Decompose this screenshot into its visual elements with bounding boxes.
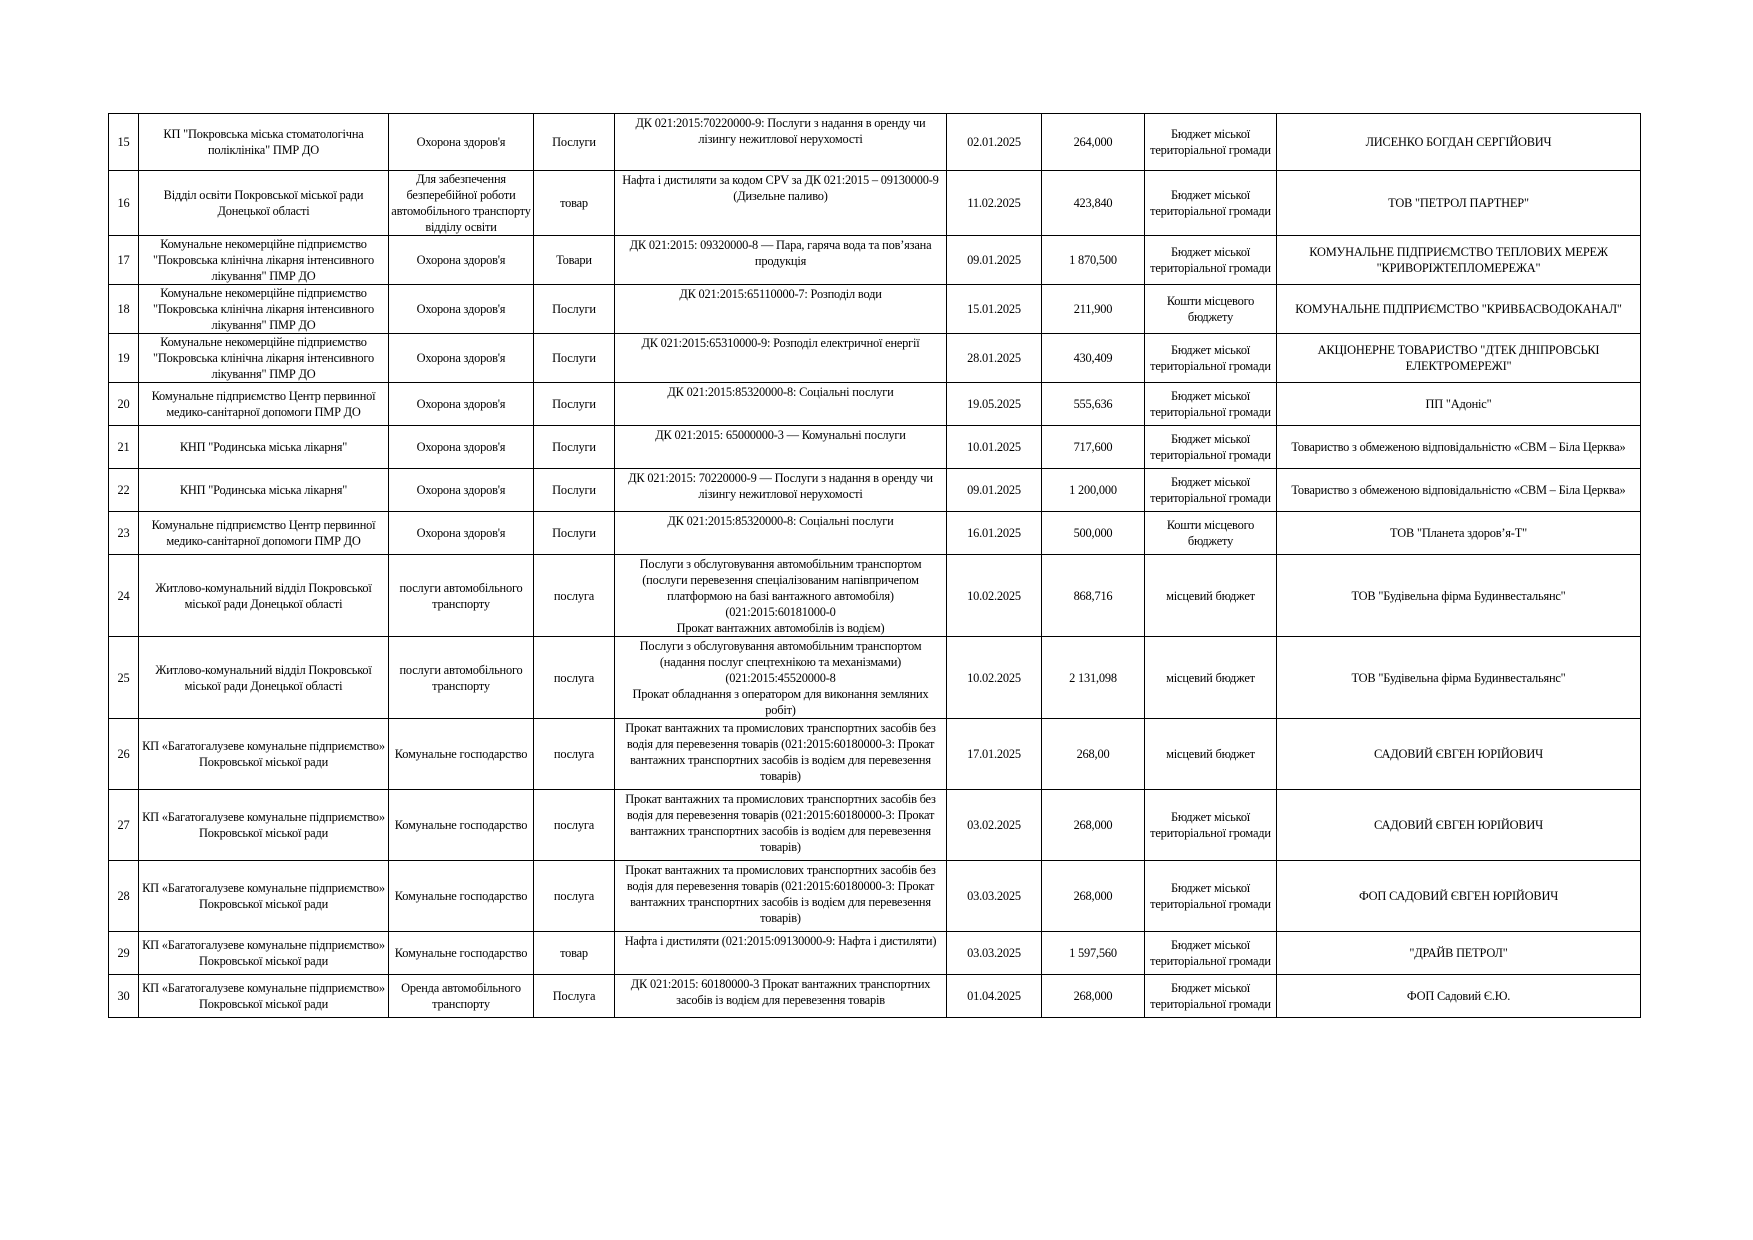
- description-line: Послуги з обслуговування автомобільним транспортом (послуги перевезення спеціалізованим напівпричепом платформою на базі вантажного автомобіля): [639, 557, 922, 603]
- procurement-table: [108, 113, 1641, 1018]
- sector-cell: Комунальне господарство: [389, 790, 534, 861]
- description-line: Прокат вантажних та промислових транспортних засобів без водія для перевезення товарів (021:2015:60180000-3: Прокат вантажних транспортних засобів із водієм для перевезення товарів): [625, 792, 936, 854]
- description-line: ДК 021:2015: 60180000-3 Прокат вантажних транспортних засобів із водієм для перевезення товарів: [630, 977, 931, 1007]
- description-cell: [615, 932, 947, 975]
- row-number-cell: 18: [109, 285, 139, 334]
- row-number-cell: 21: [109, 426, 139, 469]
- table-row: [109, 790, 1641, 861]
- organization-cell: КП «Багатогалузеве комунальне підприємство» Покровської міської ради: [139, 932, 389, 975]
- procurement-type-cell: послуга: [534, 790, 615, 861]
- sector-cell: Для забезпечення безперебійної роботи автомобільного транспорту відділу освіти: [389, 171, 534, 236]
- procurement-type-cell: Послуги: [534, 285, 615, 334]
- organization-cell: Відділ освіти Покровської міської ради Донецької області: [139, 171, 389, 236]
- procurement-type-cell: послуга: [534, 555, 615, 637]
- sector-cell: Охорона здоров'я: [389, 334, 534, 383]
- supplier-cell: ТОВ "Будівельна фірма Будинвестальянс": [1277, 555, 1641, 637]
- supplier-cell: Товариство з обмеженою відповідальністю «СВМ – Біла Церква»: [1277, 469, 1641, 512]
- procurement-type-cell: Послуги: [534, 512, 615, 555]
- sector-cell: Охорона здоров'я: [389, 469, 534, 512]
- sector-cell: Комунальне господарство: [389, 719, 534, 790]
- supplier-cell: ЛИСЕНКО БОГДАН СЕРГІЙОВИЧ: [1277, 114, 1641, 171]
- date-cell: 01.04.2025: [947, 975, 1042, 1018]
- description-cell: [615, 637, 947, 719]
- description-cell: [615, 790, 947, 861]
- description-cell: [615, 719, 947, 790]
- row-number-cell: 20: [109, 383, 139, 426]
- amount-cell: 211,900: [1042, 285, 1145, 334]
- organization-cell: КНП "Родинська міська лікарня": [139, 426, 389, 469]
- procurement-type-cell: Послуги: [534, 426, 615, 469]
- amount-cell: 264,000: [1042, 114, 1145, 171]
- sector-cell: Охорона здоров'я: [389, 512, 534, 555]
- funding-source-cell: Бюджет міської територіальної громади: [1145, 790, 1277, 861]
- supplier-cell: САДОВИЙ ЄВГЕН ЮРІЙОВИЧ: [1277, 719, 1641, 790]
- date-cell: 03.03.2025: [947, 861, 1042, 932]
- organization-cell: Комунальне некомерційне підприємство "Покровська клінічна лікарня інтенсивного лікування" ПМР ДО: [139, 334, 389, 383]
- description-cell: [615, 334, 947, 383]
- amount-cell: 2 131,098: [1042, 637, 1145, 719]
- sector-cell: Охорона здоров'я: [389, 114, 534, 171]
- funding-source-cell: місцевий бюджет: [1145, 719, 1277, 790]
- supplier-cell: КОМУНАЛЬНЕ ПІДПРИЄМСТВО ТЕПЛОВИХ МЕРЕЖ "КРИВОРІЖТЕПЛОМЕРЕЖА": [1277, 236, 1641, 285]
- description-line: Прокат вантажних автомобілів із водієм): [676, 621, 885, 635]
- row-number-cell: 28: [109, 861, 139, 932]
- row-number-cell: 22: [109, 469, 139, 512]
- description-cell: [615, 285, 947, 334]
- description-line: ДК 021:2015: 70220000-9 — Послуги з надання в оренду чи лізингу нежитлової нерухомості: [628, 471, 933, 501]
- description-line: ДК 021:2015:85320000-8: Соціальні послуги: [667, 514, 894, 528]
- description-cell: [615, 426, 947, 469]
- sector-cell: Охорона здоров'я: [389, 383, 534, 426]
- sector-cell: Комунальне господарство: [389, 932, 534, 975]
- procurement-type-cell: Послуги: [534, 114, 615, 171]
- organization-cell: Комунальне некомерційне підприємство "Покровська клінічна лікарня інтенсивного лікування" ПМР ДО: [139, 236, 389, 285]
- description-line: ДК 021:2015:85320000-8: Соціальні послуги: [667, 385, 894, 399]
- funding-source-cell: Бюджет міської територіальної громади: [1145, 171, 1277, 236]
- procurement-type-cell: Товари: [534, 236, 615, 285]
- description-line: ДК 021:2015: 65000000-3 — Комунальні послуги: [655, 428, 906, 442]
- row-number-cell: 29: [109, 932, 139, 975]
- date-cell: 16.01.2025: [947, 512, 1042, 555]
- description-line: ДК 021:2015:70220000-9: Послуги з надання в оренду чи лізингу нежитлової нерухомості: [635, 116, 926, 146]
- description-line: ДК 021:2015: 09320000-8 — Пара, гаряча вода та пов’язана продукція: [629, 238, 932, 268]
- procurement-type-cell: Послуги: [534, 383, 615, 426]
- amount-cell: 268,00: [1042, 719, 1145, 790]
- date-cell: 19.05.2025: [947, 383, 1042, 426]
- description-line: (021:2015:60181000-0: [725, 605, 836, 619]
- date-cell: 03.03.2025: [947, 932, 1042, 975]
- date-cell: 02.01.2025: [947, 114, 1042, 171]
- procurement-type-cell: послуга: [534, 637, 615, 719]
- procurement-type-cell: послуга: [534, 719, 615, 790]
- organization-cell: Комунальне підприємство Центр первинної медико-санітарної допомоги ПМР ДО: [139, 383, 389, 426]
- procurement-type-cell: товар: [534, 932, 615, 975]
- supplier-cell: ТОВ "Будівельна фірма Будинвестальянс": [1277, 637, 1641, 719]
- row-number-cell: 19: [109, 334, 139, 383]
- description-line: Нафта і дистиляти за кодом CPV за ДК 021:2015 – 09130000-9 (Дизельне паливо): [622, 173, 939, 203]
- funding-source-cell: Бюджет міської територіальної громади: [1145, 426, 1277, 469]
- amount-cell: 268,000: [1042, 975, 1145, 1018]
- supplier-cell: КОМУНАЛЬНЕ ПІДПРИЄМСТВО "КРИВБАСВОДОКАНАЛ": [1277, 285, 1641, 334]
- date-cell: 03.02.2025: [947, 790, 1042, 861]
- row-number-cell: 17: [109, 236, 139, 285]
- description-line: Нафта і дистиляти (021:2015:09130000-9: Нафта і дистиляти): [624, 934, 937, 948]
- amount-cell: 1 200,000: [1042, 469, 1145, 512]
- date-cell: 10.01.2025: [947, 426, 1042, 469]
- amount-cell: 268,000: [1042, 790, 1145, 861]
- row-number-cell: 30: [109, 975, 139, 1018]
- organization-cell: КП «Багатогалузеве комунальне підприємство» Покровської міської ради: [139, 975, 389, 1018]
- table-row: [109, 334, 1641, 383]
- supplier-cell: ТОВ "ПЕТРОЛ ПАРТНЕР": [1277, 171, 1641, 236]
- date-cell: 28.01.2025: [947, 334, 1042, 383]
- funding-source-cell: Бюджет міської територіальної громади: [1145, 469, 1277, 512]
- funding-source-cell: Бюджет міської територіальної громади: [1145, 114, 1277, 171]
- date-cell: 11.02.2025: [947, 171, 1042, 236]
- row-number-cell: 23: [109, 512, 139, 555]
- table-row: [109, 555, 1641, 637]
- amount-cell: 500,000: [1042, 512, 1145, 555]
- funding-source-cell: Бюджет міської територіальної громади: [1145, 975, 1277, 1018]
- organization-cell: Житлово-комунальний відділ Покровської міської ради Донецької області: [139, 555, 389, 637]
- funding-source-cell: Бюджет міської територіальної громади: [1145, 861, 1277, 932]
- procurement-type-cell: послуга: [534, 861, 615, 932]
- funding-source-cell: Бюджет міської територіальної громади: [1145, 236, 1277, 285]
- sector-cell: Охорона здоров'я: [389, 285, 534, 334]
- description-line: Послуги з обслуговування автомобільним транспортом (надання послуг спецтехнікою та механізмами): [639, 639, 922, 669]
- supplier-cell: ФОП Садовий Є.Ю.: [1277, 975, 1641, 1018]
- description-cell: [615, 975, 947, 1018]
- procurement-type-cell: Послуги: [534, 469, 615, 512]
- funding-source-cell: Кошти місцевого бюджету: [1145, 285, 1277, 334]
- supplier-cell: САДОВИЙ ЄВГЕН ЮРІЙОВИЧ: [1277, 790, 1641, 861]
- description-cell: [615, 383, 947, 426]
- date-cell: 10.02.2025: [947, 637, 1042, 719]
- table-row: [109, 932, 1641, 975]
- description-cell: [615, 236, 947, 285]
- sector-cell: Охорона здоров'я: [389, 426, 534, 469]
- row-number-cell: 27: [109, 790, 139, 861]
- table-row: [109, 637, 1641, 719]
- document-page: [108, 113, 1640, 1018]
- row-number-cell: 16: [109, 171, 139, 236]
- description-cell: [615, 114, 947, 171]
- sector-cell: Оренда автомобільного транспорту: [389, 975, 534, 1018]
- funding-source-cell: місцевий бюджет: [1145, 637, 1277, 719]
- row-number-cell: 15: [109, 114, 139, 171]
- table-row: [109, 512, 1641, 555]
- table-row: [109, 114, 1641, 171]
- amount-cell: 868,716: [1042, 555, 1145, 637]
- procurement-type-cell: товар: [534, 171, 615, 236]
- supplier-cell: АКЦІОНЕРНЕ ТОВАРИСТВО "ДТЕК ДНІПРОВСЬКІ ЕЛЕКТРОМЕРЕЖІ": [1277, 334, 1641, 383]
- supplier-cell: Товариство з обмеженою відповідальністю «СВМ – Біла Церква»: [1277, 426, 1641, 469]
- organization-cell: Комунальне некомерційне підприємство "Покровська клінічна лікарня інтенсивного лікування" ПМР ДО: [139, 285, 389, 334]
- date-cell: 15.01.2025: [947, 285, 1042, 334]
- funding-source-cell: Кошти місцевого бюджету: [1145, 512, 1277, 555]
- table-row: [109, 469, 1641, 512]
- description-line: Прокат вантажних та промислових транспортних засобів без водія для перевезення товарів (021:2015:60180000-3: Прокат вантажних транспортних засобів із водієм для перевезення товарів): [625, 721, 936, 783]
- description-cell: [615, 512, 947, 555]
- table-body: [109, 114, 1641, 1018]
- organization-cell: КНП "Родинська міська лікарня": [139, 469, 389, 512]
- description-line: (021:2015:45520000-8: [725, 671, 836, 685]
- supplier-cell: ТОВ "Планета здоров’я-Т": [1277, 512, 1641, 555]
- description-line: Прокат обладнання з оператором для виконання земляних робіт): [632, 687, 929, 717]
- sector-cell: послуги автомобільного транспорту: [389, 637, 534, 719]
- row-number-cell: 24: [109, 555, 139, 637]
- table-row: [109, 861, 1641, 932]
- funding-source-cell: Бюджет міської територіальної громади: [1145, 334, 1277, 383]
- description-line: ДК 021:2015:65110000-7: Розподіл води: [679, 287, 882, 301]
- description-cell: [615, 469, 947, 512]
- funding-source-cell: Бюджет міської територіальної громади: [1145, 383, 1277, 426]
- table-row: [109, 383, 1641, 426]
- funding-source-cell: Бюджет міської територіальної громади: [1145, 932, 1277, 975]
- amount-cell: 430,409: [1042, 334, 1145, 383]
- table-row: [109, 236, 1641, 285]
- sector-cell: послуги автомобільного транспорту: [389, 555, 534, 637]
- date-cell: 17.01.2025: [947, 719, 1042, 790]
- organization-cell: КП «Багатогалузеве комунальне підприємство» Покровської міської ради: [139, 790, 389, 861]
- description-line: ДК 021:2015:65310000-9: Розподіл електричної енергії: [641, 336, 920, 350]
- organization-cell: Житлово-комунальний відділ Покровської міської ради Донецької області: [139, 637, 389, 719]
- organization-cell: КП "Покровська міська стоматологічна поліклініка" ПМР ДО: [139, 114, 389, 171]
- amount-cell: 423,840: [1042, 171, 1145, 236]
- supplier-cell: ФОП САДОВИЙ ЄВГЕН ЮРІЙОВИЧ: [1277, 861, 1641, 932]
- description-line: Прокат вантажних та промислових транспортних засобів без водія для перевезення товарів (021:2015:60180000-3: Прокат вантажних транспортних засобів із водієм для перевезення товарів): [625, 863, 936, 925]
- supplier-cell: "ДРАЙВ ПЕТРОЛ": [1277, 932, 1641, 975]
- date-cell: 10.02.2025: [947, 555, 1042, 637]
- description-cell: [615, 171, 947, 236]
- amount-cell: 717,600: [1042, 426, 1145, 469]
- procurement-type-cell: Послуги: [534, 334, 615, 383]
- procurement-type-cell: Послуга: [534, 975, 615, 1018]
- description-cell: [615, 861, 947, 932]
- table-row: [109, 719, 1641, 790]
- amount-cell: 1 870,500: [1042, 236, 1145, 285]
- table-row: [109, 975, 1641, 1018]
- date-cell: 09.01.2025: [947, 236, 1042, 285]
- supplier-cell: ПП "Адоніс": [1277, 383, 1641, 426]
- organization-cell: КП «Багатогалузеве комунальне підприємство» Покровської міської ради: [139, 861, 389, 932]
- description-cell: [615, 555, 947, 637]
- amount-cell: 268,000: [1042, 861, 1145, 932]
- organization-cell: Комунальне підприємство Центр первинної медико-санітарної допомоги ПМР ДО: [139, 512, 389, 555]
- table-row: [109, 171, 1641, 236]
- amount-cell: 555,636: [1042, 383, 1145, 426]
- sector-cell: Охорона здоров'я: [389, 236, 534, 285]
- funding-source-cell: місцевий бюджет: [1145, 555, 1277, 637]
- date-cell: 09.01.2025: [947, 469, 1042, 512]
- sector-cell: Комунальне господарство: [389, 861, 534, 932]
- amount-cell: 1 597,560: [1042, 932, 1145, 975]
- row-number-cell: 25: [109, 637, 139, 719]
- table-row: [109, 426, 1641, 469]
- row-number-cell: 26: [109, 719, 139, 790]
- table-row: [109, 285, 1641, 334]
- organization-cell: КП «Багатогалузеве комунальне підприємство» Покровської міської ради: [139, 719, 389, 790]
